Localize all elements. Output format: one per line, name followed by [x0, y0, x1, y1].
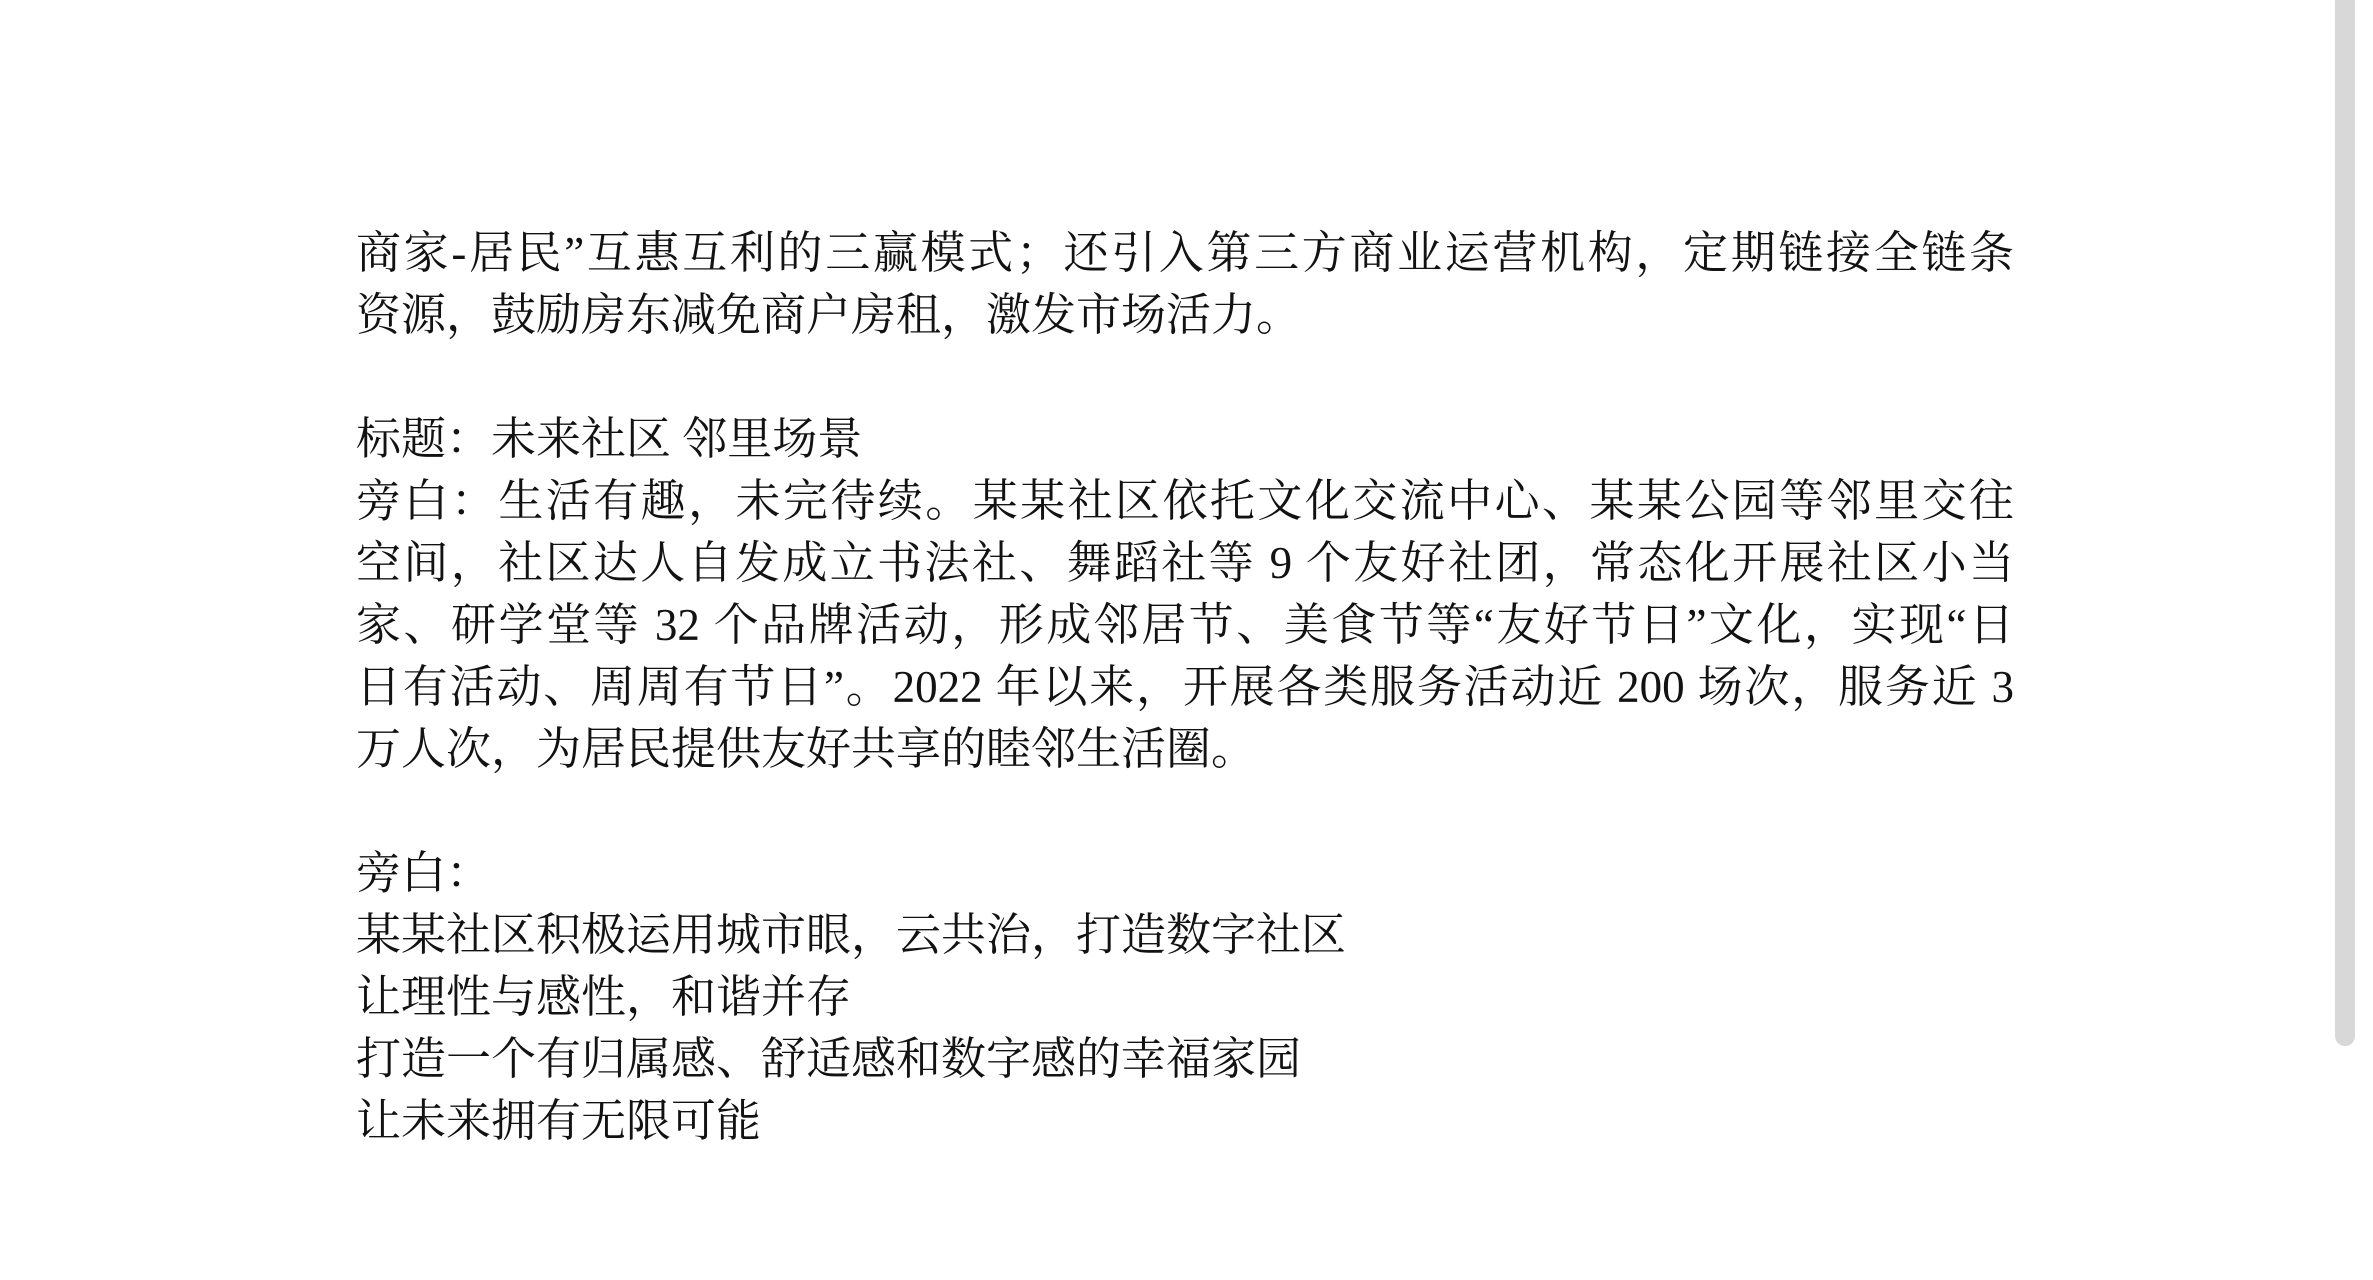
- text-line: 资源，鼓励房东减免商户房租，激发市场活力。: [356, 290, 1302, 340]
- scrollbar-thumb[interactable]: [2335, 0, 2355, 1046]
- text-line: 家、研学堂等 32 个品牌活动，形成邻居节、美食节等“友好节日”文化，实现“日: [356, 600, 2014, 650]
- text-line: 万人次，为居民提供友好共享的睦邻生活圈。: [356, 724, 1257, 774]
- text-line: 打造一个有归属感、舒适感和数字感的幸福家园: [356, 1034, 1302, 1084]
- text-line: 商家-居民”互惠互利的三赢模式；还引入第三方商业运营机构，定期链接全链条: [356, 228, 2014, 278]
- paragraph-3: [356, 842, 2014, 1152]
- paragraph-1: [356, 222, 2014, 346]
- text-line-narration-label: 旁白：: [356, 848, 492, 898]
- text-line: 某某社区积极运用城市眼，云共治，打造数字社区: [356, 910, 1347, 960]
- text-line: 日有活动、周周有节日”。2022 年以来，开展各类服务活动近 200 场次，服务近 3: [356, 662, 2014, 712]
- text-line: 让未来拥有无限可能: [356, 1096, 762, 1146]
- paragraph-2: [356, 408, 2014, 780]
- text-line: 旁白：生活有趣，未完待续。某某社区依托文化交流中心、某某公园等邻里交往: [356, 476, 2014, 526]
- document-text: [356, 222, 2014, 1152]
- text-line-title: 标题：未来社区 邻里场景: [356, 414, 863, 464]
- text-line: 空间，社区达人自发成立书法社、舞蹈社等 9 个友好社团，常态化开展社区小当: [356, 538, 2014, 588]
- text-line: 让理性与感性，和谐并存: [356, 972, 852, 1022]
